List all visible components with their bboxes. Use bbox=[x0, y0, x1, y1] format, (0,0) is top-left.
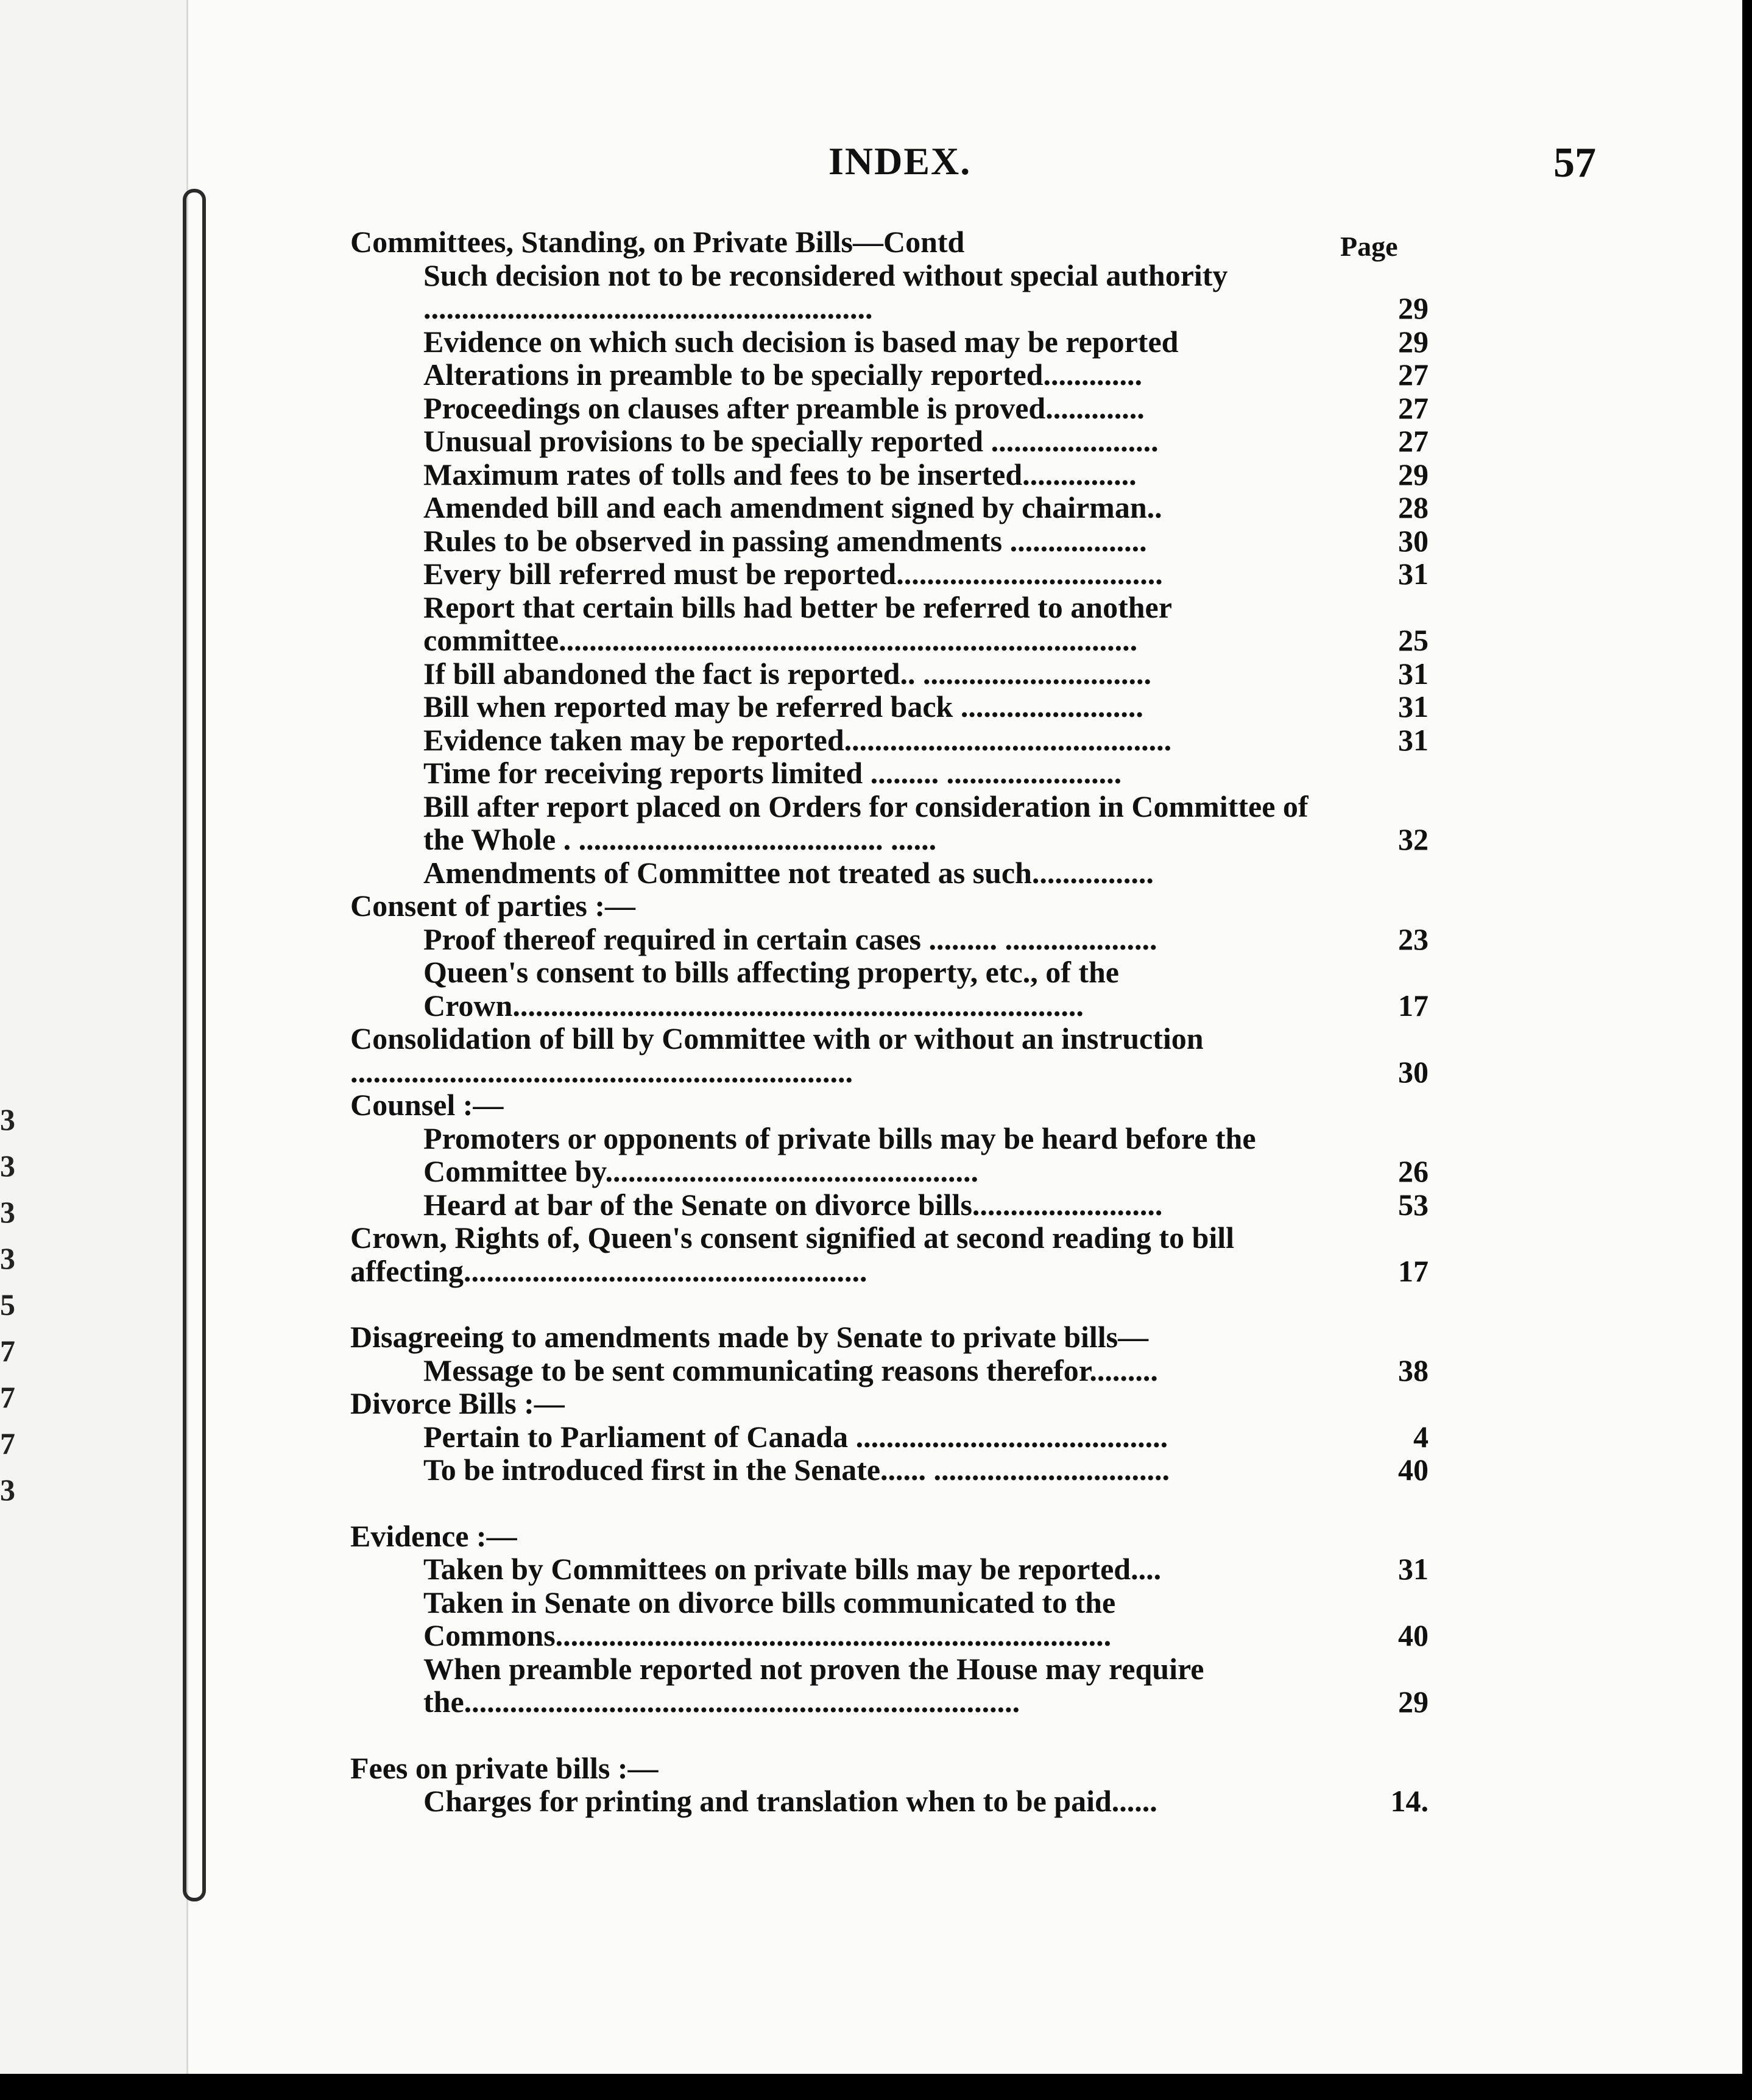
index-entry-page: 31 bbox=[1398, 656, 1429, 691]
index-heading bbox=[350, 1320, 1429, 1354]
index-entry-page: 40 bbox=[1398, 1618, 1429, 1652]
index-heading bbox=[350, 225, 1429, 259]
index-entry-text: Report that certain bills had better be referred to another committee............................................................................ bbox=[423, 590, 1172, 657]
section-gap bbox=[350, 1288, 1429, 1320]
index-entry-page: 26 bbox=[1398, 1154, 1429, 1188]
index-entry-page: 31 bbox=[1398, 722, 1429, 757]
index-entry-text: Alterations in preamble to be specially reported............. bbox=[423, 358, 1142, 392]
index-subentry bbox=[350, 690, 1429, 724]
index-entry-text: If bill abandoned the fact is reported.. .............................. bbox=[423, 656, 1151, 691]
index-subentry bbox=[350, 392, 1429, 425]
index-entry-page: 29 bbox=[1398, 457, 1429, 492]
index-entry-page: 38 bbox=[1398, 1353, 1429, 1387]
index-entry-text: Evidence on which such decision is based may be reported bbox=[423, 324, 1179, 359]
index-entry-text: Such decision not to be reconsidered without special authority ........................................................... bbox=[423, 258, 1228, 325]
index-entry-text: When preamble reported not proven the House may require the......................................................................... bbox=[423, 1651, 1204, 1719]
index-entry-page: 27 bbox=[1398, 424, 1429, 458]
index-entry-text: Committees, Standing, on Private Bills—Contd bbox=[350, 225, 965, 259]
index-entry-page: 31 bbox=[1398, 689, 1429, 724]
section-gap bbox=[350, 1487, 1429, 1520]
index-entry-text: Charges for printing and translation when to be paid...... bbox=[423, 1784, 1157, 1818]
index-entry-page: 30 bbox=[1398, 1054, 1429, 1089]
index-subentry bbox=[350, 491, 1429, 524]
index-entry-page: 17 bbox=[1398, 1253, 1429, 1288]
index-heading bbox=[350, 889, 1429, 923]
index-subentry bbox=[350, 1354, 1429, 1387]
index-list bbox=[350, 225, 1429, 1818]
index-subentry bbox=[350, 1586, 1429, 1652]
index-heading bbox=[350, 1088, 1429, 1122]
index-entry-text: Time for receiving reports limited ......... ....................... bbox=[423, 756, 1122, 790]
index-entry-text: Evidence taken may be reported........................................... bbox=[423, 722, 1172, 757]
running-head: INDEX. bbox=[828, 139, 972, 183]
index-subentry bbox=[350, 790, 1429, 856]
index-subentry bbox=[350, 458, 1429, 492]
index-entry-text: Amended bill and each amendment signed by chairman.. bbox=[423, 490, 1162, 524]
index-entry-text: Promoters or opponents of private bills may be heard before the Committee by................................................. bbox=[423, 1121, 1256, 1188]
index-entry-page: 31 bbox=[1398, 1552, 1429, 1586]
index-entry-page: 29 bbox=[1398, 1685, 1429, 1719]
index-heading bbox=[350, 1752, 1429, 1785]
index-subentry bbox=[350, 724, 1429, 757]
index-entry-page: 28 bbox=[1398, 490, 1429, 524]
index-subentry bbox=[350, 259, 1429, 325]
index-entry-page: 29 bbox=[1398, 291, 1429, 325]
index-entry-text: Maximum rates of tolls and fees to be inserted............... bbox=[423, 457, 1137, 492]
index-subentry bbox=[350, 358, 1429, 392]
index-entry-page: 25 bbox=[1398, 623, 1429, 657]
index-entry-page: 40 bbox=[1398, 1453, 1429, 1487]
index-entry-text: Message to be sent communicating reasons therefor......... bbox=[423, 1353, 1158, 1387]
index-subentry bbox=[350, 557, 1429, 591]
index-entry-page: 32 bbox=[1398, 822, 1429, 856]
index-subentry bbox=[350, 856, 1429, 890]
index-subentry bbox=[350, 923, 1429, 956]
page-gutter bbox=[0, 0, 188, 2074]
index-entry-page: 27 bbox=[1398, 358, 1429, 392]
index-entry-page: 4 bbox=[1413, 1419, 1429, 1454]
index-subentry bbox=[350, 1453, 1429, 1487]
index-entry-text: Taken in Senate on divorce bills communicated to the Commons......................................................................... bbox=[423, 1585, 1116, 1652]
index-subentry bbox=[350, 1420, 1429, 1454]
index-entry-text: Disagreeing to amendments made by Senate to private bills— bbox=[350, 1320, 1149, 1354]
index-subentry bbox=[350, 1652, 1429, 1719]
page-number: 57 bbox=[1553, 139, 1596, 186]
index-entry-text: Evidence :— bbox=[350, 1518, 517, 1553]
index-entry-page: 29 bbox=[1398, 324, 1429, 359]
adjacent-page-marks: 3 3 3 3 5 7 7 7 3 bbox=[0, 1102, 15, 1507]
index-entry-text: Queen's consent to bills affecting property, etc., of the Crown........................................................................... bbox=[423, 955, 1119, 1023]
index-entry-text: Proceedings on clauses after preamble is proved............. bbox=[423, 390, 1145, 425]
index-entry-text: Fees on private bills :— bbox=[350, 1750, 659, 1785]
index-entry-page: 14. bbox=[1390, 1784, 1429, 1818]
index-subentry bbox=[350, 325, 1429, 359]
section-gap bbox=[350, 1719, 1429, 1752]
index-entry-text: Heard at bar of the Senate on divorce bills......................... bbox=[423, 1187, 1163, 1222]
index-subentry bbox=[350, 1188, 1429, 1222]
index-entry-text: To be introduced first in the Senate...... ............................... bbox=[423, 1453, 1170, 1487]
index-heading bbox=[350, 1520, 1429, 1553]
index-entry-text: Unusual provisions to be specially reported ...................... bbox=[423, 424, 1159, 458]
index-entry-text: Crown, Rights of, Queen's consent signified at second reading to bill affecting..................................................... bbox=[350, 1221, 1235, 1288]
index-subentry bbox=[350, 1785, 1429, 1818]
index-entry-text: Consolidation of bill by Committee with or without an instruction .................................................................. bbox=[350, 1021, 1204, 1089]
index-entry-page: 31 bbox=[1398, 557, 1429, 591]
index-heading bbox=[350, 1221, 1429, 1288]
index-entry-text: Consent of parties :— bbox=[350, 889, 636, 923]
index-entry-text: Counsel :— bbox=[350, 1088, 504, 1122]
index-entry-text: Taken by Committees on private bills may be reported.... bbox=[423, 1552, 1162, 1586]
index-entry-text: Bill after report placed on Orders for consideration in Committee of the Whole . ........................................ ...... bbox=[423, 789, 1309, 856]
index-heading bbox=[350, 1022, 1429, 1088]
index-subentry bbox=[350, 425, 1429, 458]
binding-clip bbox=[183, 189, 206, 1901]
index-entry-text: Every bill referred must be reported................................... bbox=[423, 557, 1163, 591]
index-subentry bbox=[350, 956, 1429, 1022]
index-entry-text: Amendments of Committee not treated as such................ bbox=[423, 855, 1154, 890]
index-entry-page: 53 bbox=[1398, 1187, 1429, 1222]
index-subentry bbox=[350, 1552, 1429, 1586]
index-entry-text: Bill when reported may be referred back ........................ bbox=[423, 689, 1143, 724]
index-entry-text: Proof thereof required in certain cases ......... .................... bbox=[423, 921, 1157, 956]
index-heading bbox=[350, 1387, 1429, 1420]
index-entry-text: Pertain to Parliament of Canada ......................................... bbox=[423, 1419, 1168, 1454]
index-entry-page: 30 bbox=[1398, 523, 1429, 558]
index-subentry bbox=[350, 756, 1429, 790]
page-column-label: Page bbox=[1340, 231, 1398, 262]
index-entry-page: 17 bbox=[1398, 988, 1429, 1023]
index-entry-text: Divorce Bills :— bbox=[350, 1386, 565, 1420]
index-subentry bbox=[350, 524, 1429, 558]
index-entry-text: Rules to be observed in passing amendments .................. bbox=[423, 523, 1147, 558]
index-subentry bbox=[350, 1122, 1429, 1188]
index-entry-page: 27 bbox=[1398, 390, 1429, 425]
index-subentry bbox=[350, 591, 1429, 657]
index-entry-page: 23 bbox=[1398, 921, 1429, 956]
index-subentry bbox=[350, 657, 1429, 691]
